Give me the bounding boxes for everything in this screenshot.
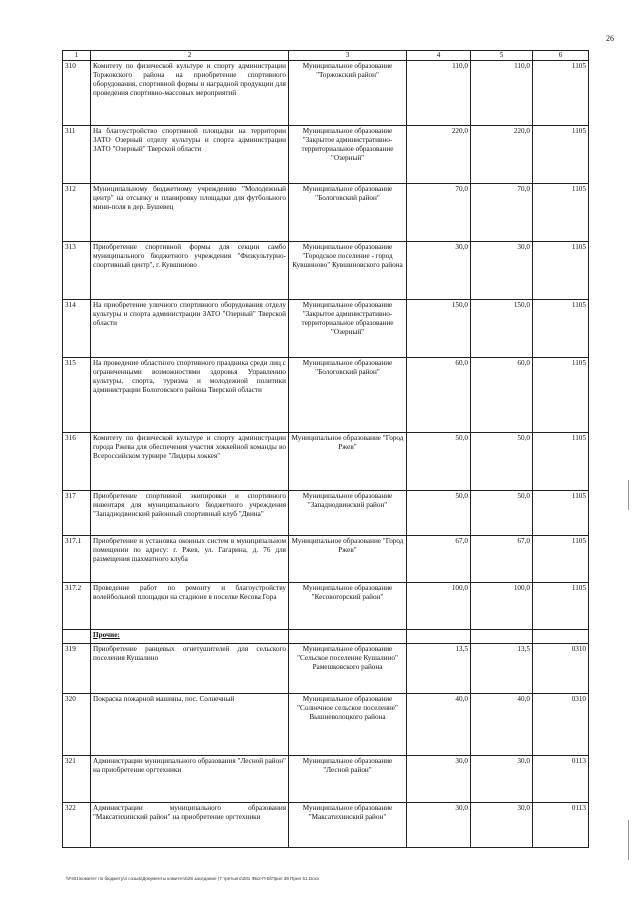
table-row <box>63 756 589 803</box>
table-row <box>63 583 589 630</box>
table-row <box>63 803 589 848</box>
row-recipient: Муниципальное образование "Бологовский район" <box>289 358 407 433</box>
row-amount-col5: 50,0 <box>471 491 533 536</box>
row-recipient: Муниципальное образование "Бологовский район" <box>289 184 407 242</box>
row-amount-col4: 70,0 <box>407 184 471 242</box>
row-recipient: Муниципальное образование "Городское поселение - город Кувшиново" Кувшиновского района <box>289 242 407 300</box>
row-budget-code: 1105 <box>533 433 589 491</box>
row-amount-col4: 30,0 <box>407 756 471 803</box>
row-amount-col4: 67,0 <box>407 536 471 583</box>
table-row <box>63 184 589 242</box>
row-description: Приобретение и установка оконных систем в муниципальном помещении по адресу: г. Ржев, ул. Гагарина, д. 76 для размещения шахматного клуба <box>91 536 289 583</box>
row-number: 311 <box>63 126 91 184</box>
row-number: 316 <box>63 433 91 491</box>
row-description: Приобретение ранцевых огнетушителей для сельского поселения Кушалино <box>91 644 289 694</box>
col-header-2: 2 <box>91 51 289 61</box>
row-recipient: Муниципальное образование "Закрытое административно-территориальное образование "Озерный" <box>289 300 407 358</box>
row-number: 319 <box>63 644 91 694</box>
row-amount-col4: 110,0 <box>407 61 471 126</box>
row-amount-col5: 67,0 <box>471 536 533 583</box>
section-row <box>63 630 589 644</box>
table-row <box>63 126 589 184</box>
row-budget-code: 1105 <box>533 242 589 300</box>
row-amount-col4: 13,5 <box>407 644 471 694</box>
row-description: Комитету по физической культуре и спорту администрации города Ржева для обеспечения участия хоккейной команды во Всероссийском турнире "Лидеры хоккея" <box>91 433 289 491</box>
row-amount-col4: 30,0 <box>407 242 471 300</box>
row-description: На благоустройство спортивной площадки на территории ЗАТО Озерный отделу культуры и спорта администрации ЗАТО "Озерный" Тверской области <box>91 126 289 184</box>
row-amount-col4: 50,0 <box>407 433 471 491</box>
section-title: Прочие: <box>91 630 289 644</box>
row-number: 312 <box>63 184 91 242</box>
row-amount-col5: 30,0 <box>471 242 533 300</box>
row-description: На приобретение уличного спортивного оборудования отделу культуры и спорта администрации ЗАТО "Озерный" Тверской области <box>91 300 289 358</box>
row-recipient: Муниципальное образование "Западнодвинский район" <box>289 491 407 536</box>
row-number: 321 <box>63 756 91 803</box>
row-budget-code: 1105 <box>533 300 589 358</box>
row-description: Муниципальному бюджетному учреждению "Молодежный центр" на отсыпку и планировку площадки для футбольного мини-поля в дер. Бушевец <box>91 184 289 242</box>
row-amount-col5: 30,0 <box>471 803 533 848</box>
row-recipient: Муниципальное образование "Сельское поселение Кушалино" Рамешковского района <box>289 644 407 694</box>
row-amount-col5: 60,0 <box>471 358 533 433</box>
row-number: 315 <box>63 358 91 433</box>
col-header-4: 4 <box>407 51 471 61</box>
row-description: Комитету по физической культуре и спорту администрации Торжокского района на приобретение спортивного оборудования, спортивной формы и наградной продукции для проведения спортивно-массовых мероприятий <box>91 61 289 126</box>
row-amount-col5: 40,0 <box>471 694 533 756</box>
row-description: Проведение работ по ремонту и благоустройству волейбольной площадки на стадионе в поселке Кесова Гора <box>91 583 289 630</box>
table-row <box>63 491 589 536</box>
row-amount-col4: 60,0 <box>407 358 471 433</box>
row-recipient: Муниципальное образование "Торжокский район" <box>289 61 407 126</box>
row-amount-col4: 40,0 <box>407 694 471 756</box>
table-row <box>63 433 589 491</box>
row-recipient: Муниципальное образование "Город Ржев" <box>289 536 407 583</box>
row-budget-code: 1105 <box>533 126 589 184</box>
row-recipient: Муниципальное образование "Закрытое административно-территориальное образование "Озерный" <box>289 126 407 184</box>
col-header-1: 1 <box>63 51 91 61</box>
row-amount-col4: 50,0 <box>407 491 471 536</box>
table-row <box>63 242 589 300</box>
col-header-6: 6 <box>533 51 589 61</box>
footer-file-path: \\Fs01\комитет по бюджету\4 созыв\Документы комитета\28 заседание (7 третьего\281 ФБ2-П-Б\Прил 39 Прил 51.Docx <box>66 876 320 881</box>
row-budget-code: 1105 <box>533 536 589 583</box>
row-amount-col5: 30,0 <box>471 756 533 803</box>
col-header-3: 3 <box>289 51 407 61</box>
row-number: 310 <box>63 61 91 126</box>
table-body-other <box>63 644 589 848</box>
row-number: 317.1 <box>63 536 91 583</box>
scan-edge-mark <box>628 480 629 510</box>
row-budget-code: 1105 <box>533 583 589 630</box>
row-amount-col4: 30,0 <box>407 803 471 848</box>
scan-edge-mark <box>628 820 629 860</box>
row-amount-col5: 50,0 <box>471 433 533 491</box>
row-number: 320 <box>63 694 91 756</box>
table-body <box>63 61 589 630</box>
row-recipient: Муниципальное образование "Кесовогорский район" <box>289 583 407 630</box>
row-budget-code: 1105 <box>533 61 589 126</box>
row-amount-col5: 150,0 <box>471 300 533 358</box>
page-number: 26 <box>606 34 614 43</box>
table-row <box>63 694 589 756</box>
row-number: 313 <box>63 242 91 300</box>
row-recipient: Муниципальное образование "Солнечное сельское поселение" Вышневолоцкого района <box>289 694 407 756</box>
budget-table <box>62 50 589 848</box>
row-amount-col4: 220,0 <box>407 126 471 184</box>
row-amount-col5: 13,5 <box>471 644 533 694</box>
row-number: 314 <box>63 300 91 358</box>
table-row <box>63 300 589 358</box>
row-budget-code: 0310 <box>533 644 589 694</box>
row-amount-col5: 220,0 <box>471 126 533 184</box>
row-amount-col5: 100,0 <box>471 583 533 630</box>
table-row <box>63 536 589 583</box>
row-recipient: Муниципальное образование "Город Ржев" <box>289 433 407 491</box>
row-description: Администрации муниципального образования "Лесной район" на приобретение оргтехники <box>91 756 289 803</box>
row-description: На проведение областного спортивного праздника среди лиц с ограниченными возможностями здоровья Управлению культуры, спорта, туризма и молодежной политики администрации Бологовского района Тверской области <box>91 358 289 433</box>
row-budget-code: 1105 <box>533 358 589 433</box>
row-amount-col4: 100,0 <box>407 583 471 630</box>
row-budget-code: 1105 <box>533 491 589 536</box>
row-number: 317 <box>63 491 91 536</box>
row-description: Приобретение спортивной экипировки и спортивного инвентаря для муниципального бюджетного учреждения "Западнодвинский районный спортивный клуб "Двина" <box>91 491 289 536</box>
row-description: Приобретение спортивной формы для секции самбо муниципального бюджетного учреждения "Физкультурно-спортивный центр", г. Кувшиново <box>91 242 289 300</box>
row-description: Покраска пожарной машины, пос. Солнечный <box>91 694 289 756</box>
row-budget-code: 0113 <box>533 803 589 848</box>
col-header-5: 5 <box>471 51 533 61</box>
row-budget-code: 0310 <box>533 694 589 756</box>
table-row <box>63 61 589 126</box>
row-recipient: Муниципальное образование "Лесной район" <box>289 756 407 803</box>
row-description: Администрации муниципального образования "Максатихинский район" на приобретение оргтехники <box>91 803 289 848</box>
column-number-row <box>63 51 589 61</box>
row-number: 317.2 <box>63 583 91 630</box>
row-amount-col5: 70,0 <box>471 184 533 242</box>
row-number: 322 <box>63 803 91 848</box>
row-amount-col5: 110,0 <box>471 61 533 126</box>
row-amount-col4: 150,0 <box>407 300 471 358</box>
row-recipient: Муниципальное образование "Максатихинский район" <box>289 803 407 848</box>
row-budget-code: 0113 <box>533 756 589 803</box>
row-budget-code: 1105 <box>533 184 589 242</box>
table-row <box>63 644 589 694</box>
table-row <box>63 358 589 433</box>
